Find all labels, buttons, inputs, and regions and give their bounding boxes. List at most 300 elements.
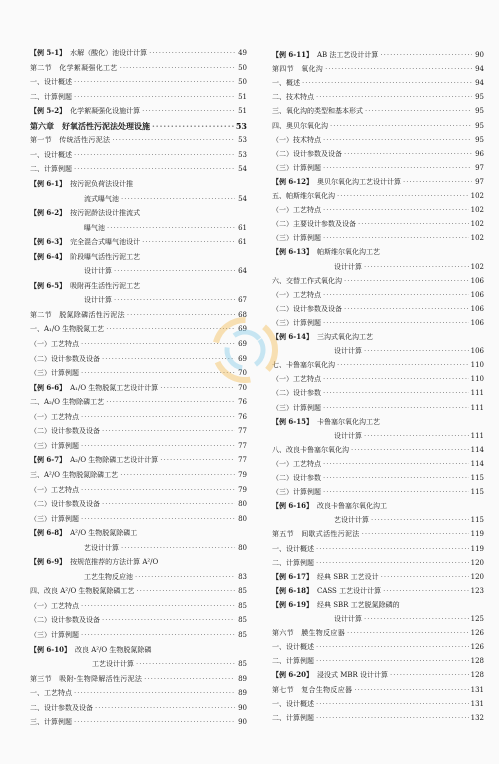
toc-page-number: 89	[238, 689, 247, 698]
leader-dots	[390, 670, 469, 680]
toc-entry-title	[272, 78, 300, 88]
toc-entry-text: 四、改良 A²/O 生物脱氮除磷工艺	[30, 587, 135, 596]
leader-dots	[106, 397, 235, 407]
toc-page-number: 126	[470, 643, 484, 652]
toc-entry-text: CASS 工艺设计计算	[316, 586, 382, 595]
toc-entry-title	[272, 558, 314, 568]
leader-dots	[142, 106, 235, 116]
toc-entry	[272, 642, 484, 652]
toc-entry-title	[30, 659, 134, 669]
toc-entry-title	[272, 290, 321, 300]
toc-entry-title	[272, 515, 369, 525]
toc-page-number: 111	[470, 389, 484, 398]
toc-page-number: 96	[475, 149, 484, 158]
toc-entry-title	[272, 685, 352, 695]
toc-page-number: 85	[238, 587, 247, 596]
toc-page-number: 119	[470, 544, 484, 553]
leader-dots	[81, 601, 235, 611]
leader-dots	[330, 121, 472, 131]
toc-page-number: 61	[238, 223, 247, 232]
toc-entry	[30, 397, 247, 407]
toc-entry-text: 二、计算例题	[30, 165, 72, 174]
leader-dots	[127, 310, 235, 320]
toc-entry-text: 二、计算例题	[30, 92, 72, 101]
toc-entry	[30, 688, 247, 698]
toc-page-number: 76	[238, 398, 247, 407]
toc-entry-title	[272, 445, 349, 455]
leader-dots	[323, 233, 469, 243]
toc-entry-title	[30, 295, 112, 305]
toc-entry	[272, 558, 484, 568]
leader-dots	[316, 713, 469, 723]
toc-entry-title	[30, 310, 125, 320]
toc-entry-text: A²/O 生物脱氮除磷工	[70, 529, 138, 538]
toc-entry-title	[272, 572, 379, 582]
toc-entry-text: 二、计算例题	[272, 713, 314, 722]
toc-entry	[272, 445, 484, 455]
toc-entry-title	[272, 656, 314, 666]
leader-dots	[362, 529, 469, 539]
toc-entry-title	[30, 703, 93, 713]
toc-page-number: 111	[470, 431, 484, 440]
toc-entry-text: （一）工艺特点	[272, 375, 321, 384]
toc-entry-title	[272, 318, 321, 328]
toc-entry-text: （三）计算例题	[272, 163, 321, 172]
toc-entry	[30, 717, 247, 727]
toc-entry	[30, 426, 247, 436]
leader-dots	[74, 164, 235, 174]
toc-entry-title	[30, 674, 142, 684]
leader-dots	[323, 459, 469, 469]
toc-entry-text: 第六章 好氧活性污泥法处理设施	[30, 120, 150, 131]
toc-entry-text: （一）技术特点	[272, 135, 321, 144]
toc-entry	[30, 586, 247, 596]
leader-dots	[347, 628, 469, 638]
example-tag: 【例 5-2】	[30, 106, 67, 116]
toc-entry-text: （三）计算例题	[272, 488, 321, 497]
toc-entry-text: 七、卡鲁塞尔氧化沟	[272, 361, 335, 370]
leader-dots	[135, 572, 235, 582]
toc-entry-title	[30, 179, 133, 189]
toc-page-number: 69	[238, 340, 247, 348]
leader-dots	[344, 276, 469, 286]
toc-entry-title	[30, 543, 119, 553]
toc-entry-title	[272, 529, 360, 539]
toc-page-number: 76	[238, 412, 247, 421]
toc-entry	[272, 572, 484, 582]
toc-page-number: 51	[238, 107, 247, 116]
toc-entry	[272, 403, 484, 413]
toc-entry-text: 二、设计参数及设备	[30, 703, 93, 712]
toc-entry-text: 二、计算例题	[272, 657, 314, 666]
toc-entry-text: （三）计算例题	[272, 234, 321, 243]
toc-entry	[30, 208, 247, 218]
toc-entry-text: （一）工艺特点	[30, 340, 79, 348]
toc-page-number: 53	[238, 136, 247, 145]
toc-entry-text: （一）工艺特点	[30, 412, 79, 421]
toc-entry-text: 六、交替工作式氧化沟	[272, 276, 342, 285]
toc-entry	[272, 304, 484, 314]
leader-dots	[351, 445, 469, 455]
leader-dots	[323, 290, 469, 300]
toc-entry-text: 四、奥贝尔氧化沟	[272, 121, 328, 130]
toc-entry	[272, 106, 484, 116]
toc-page-number: 131	[470, 699, 484, 708]
toc-entry-text: （三）计算例题	[30, 369, 79, 378]
toc-page-number: 69	[238, 325, 247, 334]
toc-page-number: 106	[470, 347, 484, 356]
leader-dots	[381, 572, 469, 582]
toc-entry-text: （三）计算例题	[272, 403, 321, 412]
toc-entry-title	[30, 470, 118, 480]
leader-dots	[344, 149, 472, 159]
toc-entry	[30, 135, 247, 145]
toc-entry-title	[272, 149, 342, 159]
toc-entry-title	[272, 614, 362, 624]
toc-page-number: 106	[470, 304, 484, 313]
toc-entry	[272, 628, 484, 638]
toc-entry-title	[30, 266, 112, 276]
leader-dots	[112, 135, 235, 145]
leader-dots	[136, 659, 235, 669]
toc-entry-text: 流式曝气池	[84, 194, 119, 203]
toc-entry	[272, 487, 484, 497]
toc-entry-title	[272, 487, 321, 497]
toc-page-number: 85	[238, 660, 247, 669]
toc-page-number: 50	[238, 78, 247, 87]
toc-entry-title	[30, 63, 118, 73]
example-tag: 【例 6-7】	[30, 455, 67, 465]
leader-dots	[121, 194, 235, 204]
toc-entry-title	[272, 417, 380, 427]
toc-entry-title	[272, 360, 335, 370]
toc-entry-text: （三）计算例题	[272, 318, 321, 327]
toc-entry-title	[30, 135, 110, 145]
toc-page-number: 77	[238, 441, 247, 450]
toc-entry-text: 设计计算	[334, 431, 362, 440]
toc-entry-text: （二）设计参数及设备	[30, 616, 100, 625]
toc-entry	[30, 514, 247, 524]
leader-dots	[323, 163, 472, 173]
toc-entry-text: 二、技术特点	[272, 93, 314, 102]
toc-entry-title	[30, 223, 105, 233]
toc-page-number: 114	[470, 445, 484, 454]
toc-entry	[272, 515, 484, 525]
toc-entry-title	[272, 50, 378, 60]
toc-entry	[272, 290, 484, 300]
toc-entry-title	[272, 106, 363, 116]
toc-page-number: 70	[238, 383, 247, 392]
leader-dots	[364, 262, 469, 272]
toc-entry-title	[272, 92, 314, 102]
toc-entry-title	[30, 339, 79, 349]
toc-entry-text: 工艺生物反应池	[84, 572, 133, 581]
toc-page-number: 54	[238, 194, 247, 203]
example-tag: 【例 6-17】	[272, 571, 313, 581]
toc-entry-title	[272, 276, 342, 286]
leader-dots	[316, 656, 469, 666]
leader-dots	[316, 642, 469, 652]
toc-entry	[272, 529, 484, 539]
toc-entry-text: 三沟式氧化沟工艺	[316, 333, 373, 341]
toc-entry	[30, 572, 247, 582]
toc-entry-text: 设计计算	[84, 296, 112, 305]
toc-entry-title	[30, 412, 79, 422]
example-tag: 【例 6-14】	[272, 332, 313, 341]
toc-entry-title	[30, 77, 72, 87]
toc-entry	[30, 194, 247, 204]
toc-entry-text: （二）主要设计参数及设备	[272, 220, 356, 229]
toc-entry	[272, 276, 484, 286]
toc-entry-title	[272, 459, 321, 469]
leader-dots	[364, 614, 469, 624]
leader-dots	[364, 431, 469, 441]
leader-dots	[106, 324, 235, 334]
toc-entry	[272, 699, 484, 709]
leader-dots	[102, 615, 235, 625]
toc-entry	[272, 346, 484, 356]
example-tag: 【例 6-13】	[272, 247, 313, 257]
toc-entry-text: 设计计算	[334, 615, 362, 623]
leader-dots	[142, 237, 235, 247]
example-tag: 【例 6-1】	[30, 178, 67, 188]
toc-entry-text: （二）设计参数	[272, 474, 321, 482]
toc-entry-title	[30, 586, 134, 596]
leader-dots	[120, 63, 235, 73]
toc-page-number: 102	[470, 220, 484, 229]
toc-entry-title	[30, 150, 72, 160]
toc-entry	[272, 163, 484, 173]
example-tag: 【例 6-2】	[30, 208, 67, 218]
leader-dots	[114, 295, 235, 305]
toc-entry-text: 曝气池	[84, 223, 105, 232]
toc-entry	[272, 656, 484, 666]
example-tag: 【例 6-12】	[272, 176, 313, 186]
toc-page-number: 90	[475, 51, 484, 59]
example-tag: 【例 6-8】	[30, 528, 67, 538]
toc-entry-title	[272, 262, 362, 272]
toc-entry-text: （一）工艺特点	[272, 290, 321, 299]
toc-page-number: 90	[238, 703, 247, 712]
leader-dots	[160, 383, 235, 393]
toc-entry-text: 阶段曝气活性污泥工艺	[70, 252, 141, 261]
leader-dots	[81, 412, 235, 422]
leader-dots	[114, 266, 235, 276]
toc-entry	[272, 544, 484, 554]
toc-entry	[272, 121, 484, 131]
toc-entry-title	[30, 237, 140, 247]
toc-entry	[30, 63, 247, 73]
toc-entry-title	[30, 645, 151, 655]
toc-entry	[30, 281, 247, 291]
leader-dots	[316, 544, 469, 554]
toc-entry-title	[30, 397, 104, 407]
leader-dots	[323, 473, 469, 483]
toc-page-number: 106	[470, 290, 484, 299]
leader-dots	[365, 106, 472, 116]
example-tag: 【例 6-3】	[30, 237, 67, 247]
toc-entry-text: （二）设计参数及设备	[272, 149, 342, 158]
toc-entry-text: 三、氧化沟的类型和基本形式	[272, 107, 363, 116]
toc-entry-title	[30, 368, 79, 378]
toc-entry-text: （二）设计参数及设备	[30, 354, 100, 363]
example-tag: 【例 6-20】	[272, 670, 313, 680]
toc-entry-title	[30, 455, 158, 465]
toc-entry	[272, 360, 484, 370]
toc-entry-text: 一、设计概述	[272, 699, 314, 708]
toc-entry	[272, 177, 484, 187]
toc-entry-title	[30, 48, 147, 58]
toc-page-number: 80	[238, 500, 247, 509]
leader-dots	[354, 685, 468, 695]
toc-entry	[272, 586, 484, 596]
toc-page-number: 80	[238, 543, 247, 552]
toc-entry-title	[30, 106, 140, 116]
toc-entry-text: 按污泥负荷法设计推	[70, 179, 134, 188]
toc-entry	[30, 252, 247, 262]
example-tag: 【例 6-10】	[30, 644, 71, 654]
toc-entry	[30, 295, 247, 305]
leader-dots	[337, 360, 469, 370]
leader-dots	[95, 703, 235, 713]
toc-page-number: 83	[238, 572, 247, 581]
toc-page-number: 125	[470, 615, 484, 623]
toc-entry-text: （三）计算例题	[30, 631, 79, 639]
leader-dots	[337, 191, 469, 201]
toc-entry	[272, 191, 484, 201]
leader-dots	[152, 121, 234, 131]
toc-entry	[30, 368, 247, 378]
toc-entry-title	[272, 670, 388, 680]
toc-entry	[272, 247, 484, 257]
toc-entry	[272, 670, 484, 680]
toc-page-number: 106	[470, 276, 484, 285]
toc-entry-text: 卡鲁塞尔氧化沟工艺	[316, 417, 380, 426]
toc-entry-text: 设计计算	[334, 262, 362, 271]
toc-page-number: 85	[238, 616, 247, 625]
leader-dots	[74, 92, 235, 102]
toc-page-number: 69	[238, 354, 247, 363]
toc-entry-text: 一、设计概述	[272, 544, 314, 553]
toc-entry	[272, 459, 484, 469]
toc-entry-text: 三、计算例题	[30, 718, 72, 727]
toc-entry-title	[272, 121, 328, 131]
toc-entry	[30, 383, 247, 393]
leader-dots	[144, 674, 235, 684]
toc-entry-text: 一、工艺特点	[30, 689, 72, 698]
leader-dots	[316, 699, 469, 709]
leader-dots	[323, 403, 469, 413]
toc-entry-text: 第二节 化学絮凝强化工艺	[30, 63, 118, 72]
toc-page-number: 85	[238, 601, 247, 610]
leader-dots	[149, 48, 235, 58]
leader-dots	[81, 339, 235, 349]
leader-dots	[344, 304, 469, 314]
toc-entry	[272, 473, 484, 483]
toc-entry	[30, 543, 247, 553]
toc-page-number: 119	[470, 530, 484, 539]
toc-entry-title	[272, 304, 342, 314]
toc-entry	[30, 470, 247, 480]
toc-entry	[30, 499, 247, 509]
toc-page-number: 123	[470, 586, 484, 595]
toc-entry	[272, 78, 484, 88]
toc-page-number: 79	[238, 485, 247, 494]
example-tag: 【例 5-1】	[30, 48, 67, 57]
toc-page-number: 102	[470, 206, 484, 215]
leader-dots	[81, 441, 235, 451]
toc-entry	[30, 601, 247, 611]
toc-entry	[272, 135, 484, 145]
toc-page-number: 77	[238, 427, 247, 436]
toc-page-number: 70	[238, 369, 247, 378]
toc-entry	[272, 332, 484, 342]
toc-entry	[272, 64, 484, 74]
toc-entry-title	[272, 247, 380, 257]
toc-page-number: 80	[238, 514, 247, 523]
toc-entry-title	[272, 501, 387, 511]
toc-entry-title	[272, 374, 321, 384]
leader-dots	[160, 455, 235, 465]
toc-page-number: 120	[470, 558, 484, 567]
toc-entry-title	[272, 431, 362, 441]
toc-page-number: 106	[470, 318, 484, 327]
toc-page-number: 128	[470, 671, 484, 680]
toc-entry	[30, 485, 247, 495]
toc-page-number: 102	[470, 234, 484, 243]
toc-entry	[30, 150, 247, 160]
toc-page-number: 120	[470, 572, 484, 581]
toc-entry-text: （二）设计参数	[272, 389, 321, 398]
toc-page-number: 110	[470, 361, 484, 370]
toc-entry-text: 第七节 复合生物反应器	[272, 685, 353, 694]
toc-entry	[30, 455, 247, 465]
toc-entry	[30, 441, 247, 451]
toc-entry-text: 按污泥龄法设计推流式	[70, 209, 141, 218]
toc-entry	[30, 266, 247, 276]
toc-entry-title	[30, 208, 140, 218]
toc-entry-title	[272, 403, 321, 413]
toc-entry-text: 一、设计概述	[30, 78, 72, 87]
toc-entry-text: 经典 SBR 工艺脱氮除磷的	[316, 600, 400, 609]
toc-page-number: 97	[475, 177, 484, 186]
toc-entry	[30, 310, 247, 320]
toc-entry	[30, 412, 247, 422]
toc-page-number: 49	[238, 49, 247, 57]
toc-entry	[30, 674, 247, 684]
toc-entry-title	[272, 544, 314, 554]
toc-page-number: 64	[238, 267, 247, 276]
toc-entry-text: （一）工艺特点	[30, 485, 79, 494]
leader-dots	[102, 499, 235, 509]
example-tag: 【例 6-4】	[30, 251, 67, 261]
toc-entry	[30, 164, 247, 174]
toc-entry	[30, 179, 247, 189]
toc-page-number: 51	[238, 92, 247, 101]
toc-entry-text: 帕斯维尔氧化沟工艺	[316, 248, 380, 257]
toc-entry-title	[272, 713, 314, 723]
toc-entry-title	[272, 473, 321, 483]
toc-entry	[30, 645, 247, 655]
toc-page-number: 132	[470, 713, 484, 722]
leader-dots	[371, 515, 469, 525]
toc-page-number: 50	[238, 63, 247, 72]
toc-entry	[30, 223, 247, 233]
toc-entry-text: 改良卡鲁塞尔氧化沟工	[316, 502, 387, 511]
toc-entry	[272, 501, 484, 511]
leader-dots	[120, 470, 235, 480]
toc-entry-text: 第三节 吸附-生物降解活性污泥法	[30, 674, 143, 683]
